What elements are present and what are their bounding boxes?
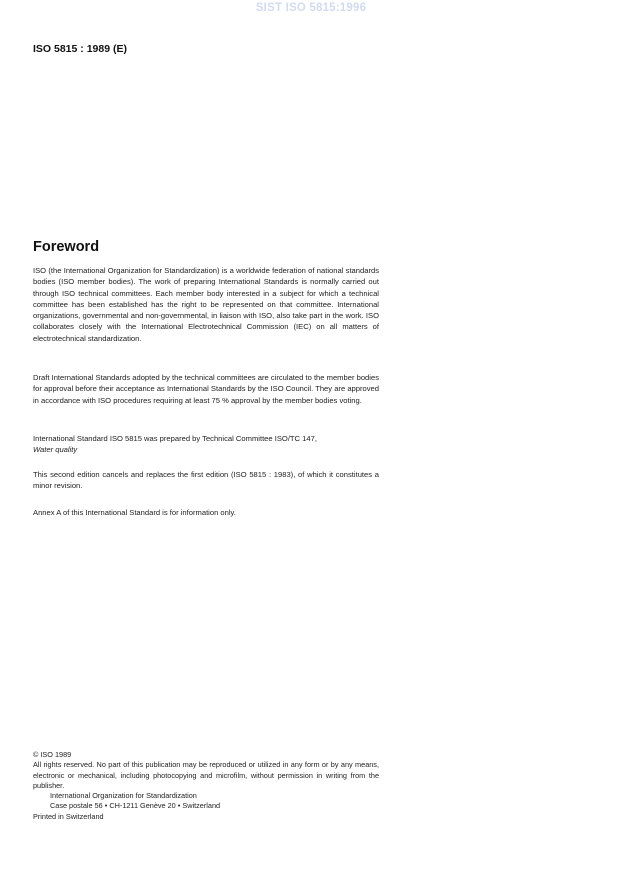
- foreword-paragraph-2: Draft International Standards adopted by the technical committees are circulated to the member bodies for approval before their acceptance as International Standards by the ISO Council. They are approved in accordance with ISO procedures requiring at least 75 % approval by the member bodies voting.: [33, 373, 379, 405]
- copyright-block: [33, 750, 379, 822]
- copyright-notice: © ISO 1989: [33, 750, 72, 759]
- foreword-title: Foreword: [33, 239, 100, 255]
- foreword-paragraph-3: [33, 433, 379, 456]
- standard-reference: ISO 5815 : 1989 (E): [33, 43, 127, 55]
- foreword-paragraph-5: Annex A of this International Standard is for information only.: [33, 508, 236, 517]
- committee-line: International Standard ISO 5815 was prepared by Technical Committee ISO/TC 147,: [33, 434, 317, 443]
- rights-statement: All rights reserved. No part of this publication may be reproduced or utilized in any form or by any means, electronic or mechanical, including photocopying and microfilm, without permission in writing from the publisher.: [33, 760, 379, 790]
- printed-location: Printed in Switzerland: [33, 811, 104, 821]
- watermark: SIST ISO 5815:1996: [255, 2, 367, 14]
- foreword-paragraph-1: ISO (the International Organization for Standardization) is a worldwide federation of national standards bodies (ISO member bodies). The work of preparing International Standards is normally carried out through ISO technical committees. Each member body interested in a subject for which a technical committee has been established has the right to be represented on that committee. International organizations, governmental and non-governmental, in liaison with ISO, also take part in the work. ISO collaborates closely with the International Electrotechnical Commission (IEC) on all matters of electrotechnical standardization.: [33, 266, 379, 343]
- organization-name: International Organization for Standardization: [50, 791, 197, 801]
- foreword-paragraph-4: This second edition cancels and replaces the first edition (ISO 5815 : 1983), of which it constitutes a minor revision.: [33, 470, 379, 491]
- committee-title: Water quality: [33, 445, 78, 455]
- organization-address: Case postale 56 • CH-1211 Genève 20 • Switzerland: [50, 801, 221, 811]
